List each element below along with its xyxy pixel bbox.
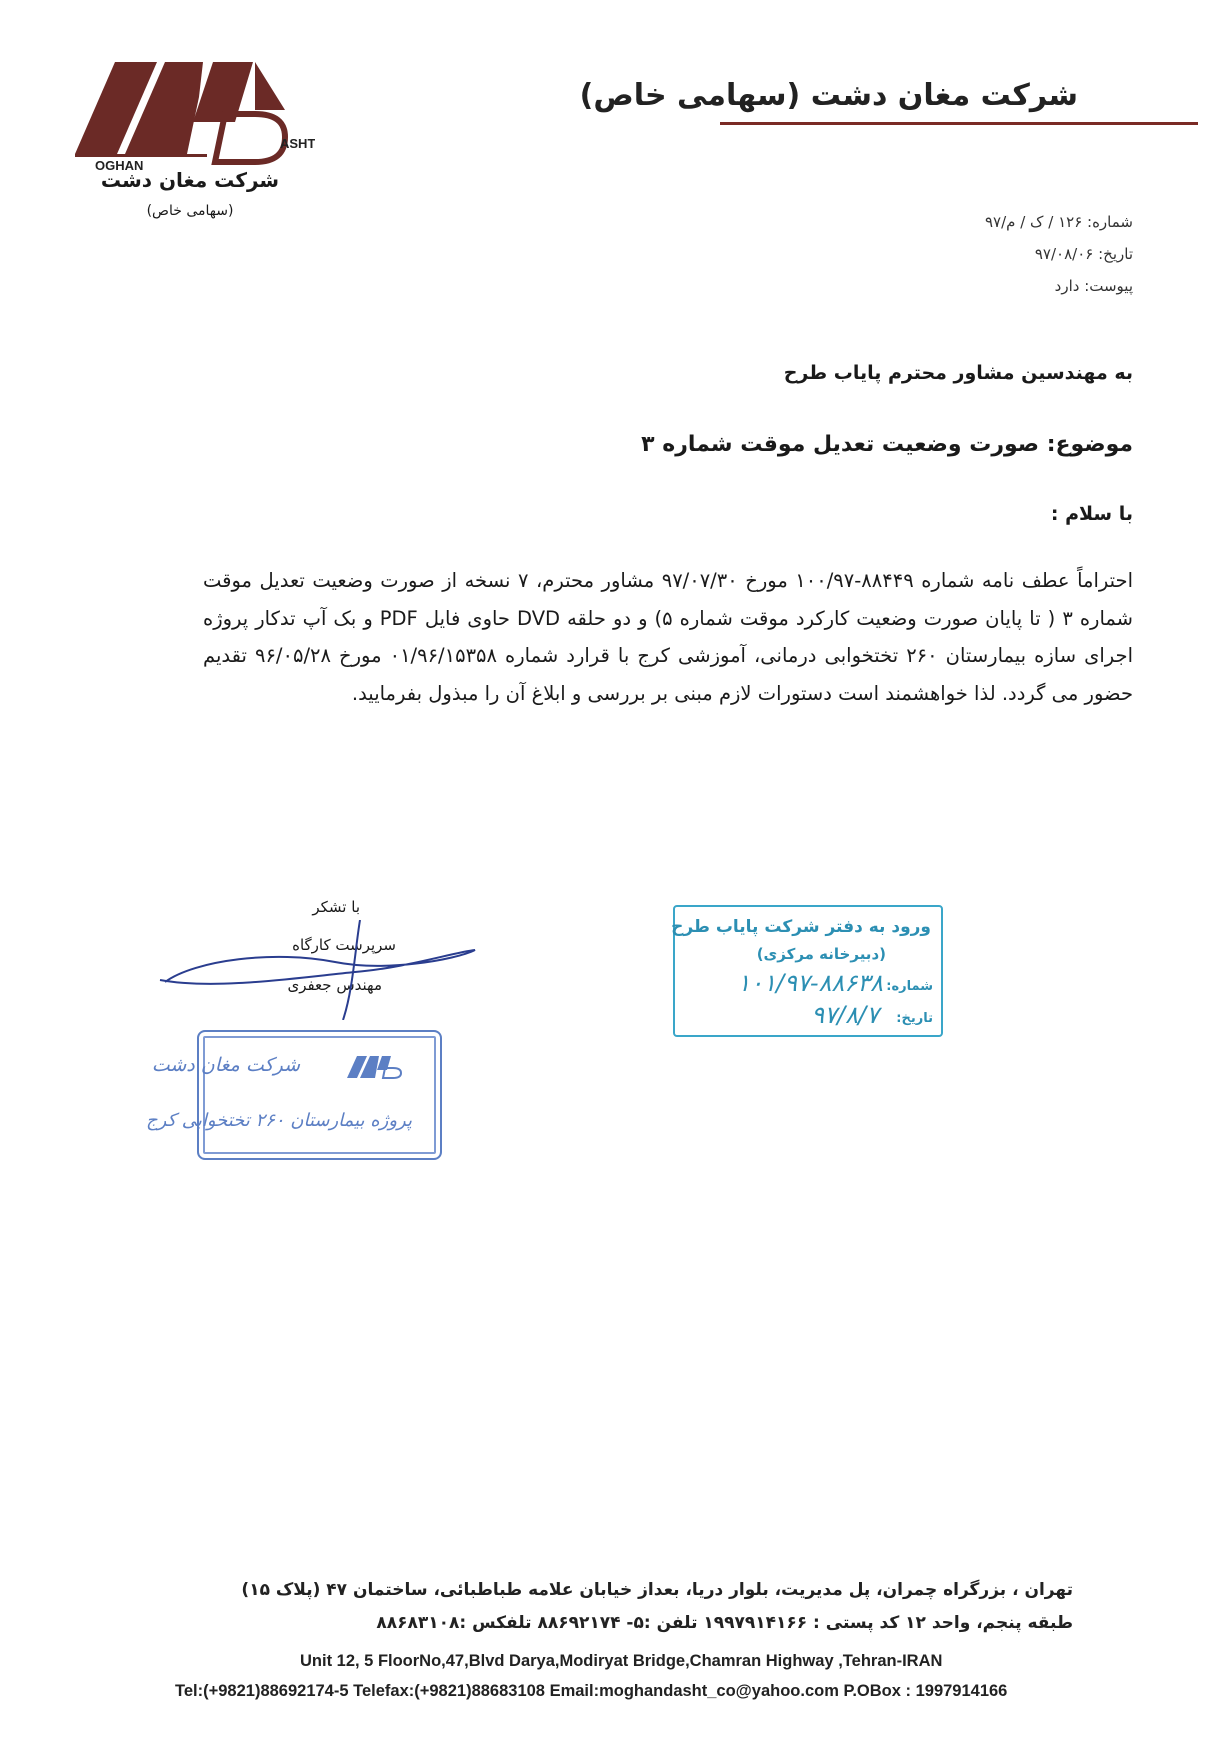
- footer-address-line1: تهران ، بزرگراه چمران، پل مدیریت، بلوار دریا، بعداز خیابان علامه طباطبائی، ساختمان ۴۷ (پلاک ۱۵): [241, 1580, 1073, 1600]
- subject: موضوع: صورت وضعیت تعدیل موقت شماره ۳: [641, 432, 1133, 457]
- signature-closing: با تشکر: [312, 898, 360, 916]
- handwritten-signature: [155, 920, 485, 1020]
- receipt-stamp-subtitle: (دبیرخانه مرکزی): [756, 945, 886, 963]
- receipt-stamp-number-label: شماره:: [886, 979, 933, 994]
- logo-text-left: OGHAN: [95, 158, 144, 172]
- logo-company-subtitle: (سهامی خاص): [146, 203, 234, 219]
- footer-english-address: Unit 12, 5 FloorNo,47,Blvd Darya,Modiryat Bridge,Chamran Highway ,Tehran-IRAN: [300, 1652, 943, 1670]
- project-stamp-company: شرکت مغان دشت: [151, 1054, 300, 1076]
- project-stamp-project: پروژه بیمارستان ۲۶۰ تختخوابی کرج: [145, 1110, 412, 1131]
- letter-date: تاریخ: ۹۷/۰۸/۰۶: [1034, 245, 1133, 263]
- header-rule: [720, 122, 1198, 125]
- logo-text-right: ASHT: [280, 136, 315, 151]
- project-stamp: [145, 1030, 442, 1160]
- receipt-stamp-date-label: تاریخ:: [896, 1011, 933, 1026]
- receipt-stamp-title: ورود به دفتر شرکت پایاب طرح: [671, 917, 931, 937]
- letter-body: احتراماً عطف نامه شماره ۸۸۴۴۹-۱۰۰/۹۷ مورخ ۹۷/۰۷/۳۰ مشاور محترم، ۷ نسخه از صورت وضعیت تعدیل موقت شماره ۳ ( تا پایان صورت وضعیت کارکرد موقت شماره ۵) و دو حلقه DVD حاوی فایل PDF و بک آپ تدکار پروژه اجرای سازه بیمارستان ۲۶۰ تختخوابی درمانی، آموزشی کرج با قرارد شماره ۰۱/۹۶/۱۵۳۵۸ مورخ ۹۶/۰۵/۲۸ تقدیم حضور می گردد. لذا خواهشمند است دستورات لازم مبنی بر بررسی و ابلاغ آن را مبذول بفرمایید.: [203, 569, 1134, 705]
- receipt-stamp-date-value: ۹۷/۸/۷: [811, 1001, 879, 1029]
- receipt-stamp-number-value: ۱۰۱/۹۷-۸۸۶۳۸: [737, 969, 883, 997]
- footer-english-contact: Tel:(+9821)88692174-5 Telefax:(+9821)88683108 Email:moghandasht_co@yahoo.com P.OBox : 1997914166: [175, 1682, 1008, 1700]
- letter-number: شماره: ۱۲۶ / ک / م/۹۷: [985, 213, 1133, 231]
- letter-attachment: پیوست: دارد: [1054, 277, 1133, 295]
- signature-role: سرپرست کارگاه: [292, 936, 396, 954]
- greeting: با سلام :: [1050, 503, 1133, 525]
- project-stamp-logo: [347, 1054, 405, 1080]
- company-logo: [75, 62, 315, 172]
- recipient: به مهندسین مشاور محترم پایاب طرح: [783, 362, 1133, 384]
- logo-company-name: شرکت مغان دشت: [100, 168, 280, 192]
- receipt-stamp: [673, 905, 943, 1037]
- signature-name: مهندس جعفری: [287, 976, 382, 994]
- company-header-title: شرکت مغان دشت (سهامی خاص): [579, 78, 1078, 113]
- footer-address-line2: طبقه پنجم، واحد ۱۲ کد پستی : ۱۹۹۷۹۱۴۱۶۶ تلفن :۵- ۸۸۶۹۲۱۷۴ تلفکس :۸۸۶۸۳۱۰۸: [376, 1613, 1073, 1633]
